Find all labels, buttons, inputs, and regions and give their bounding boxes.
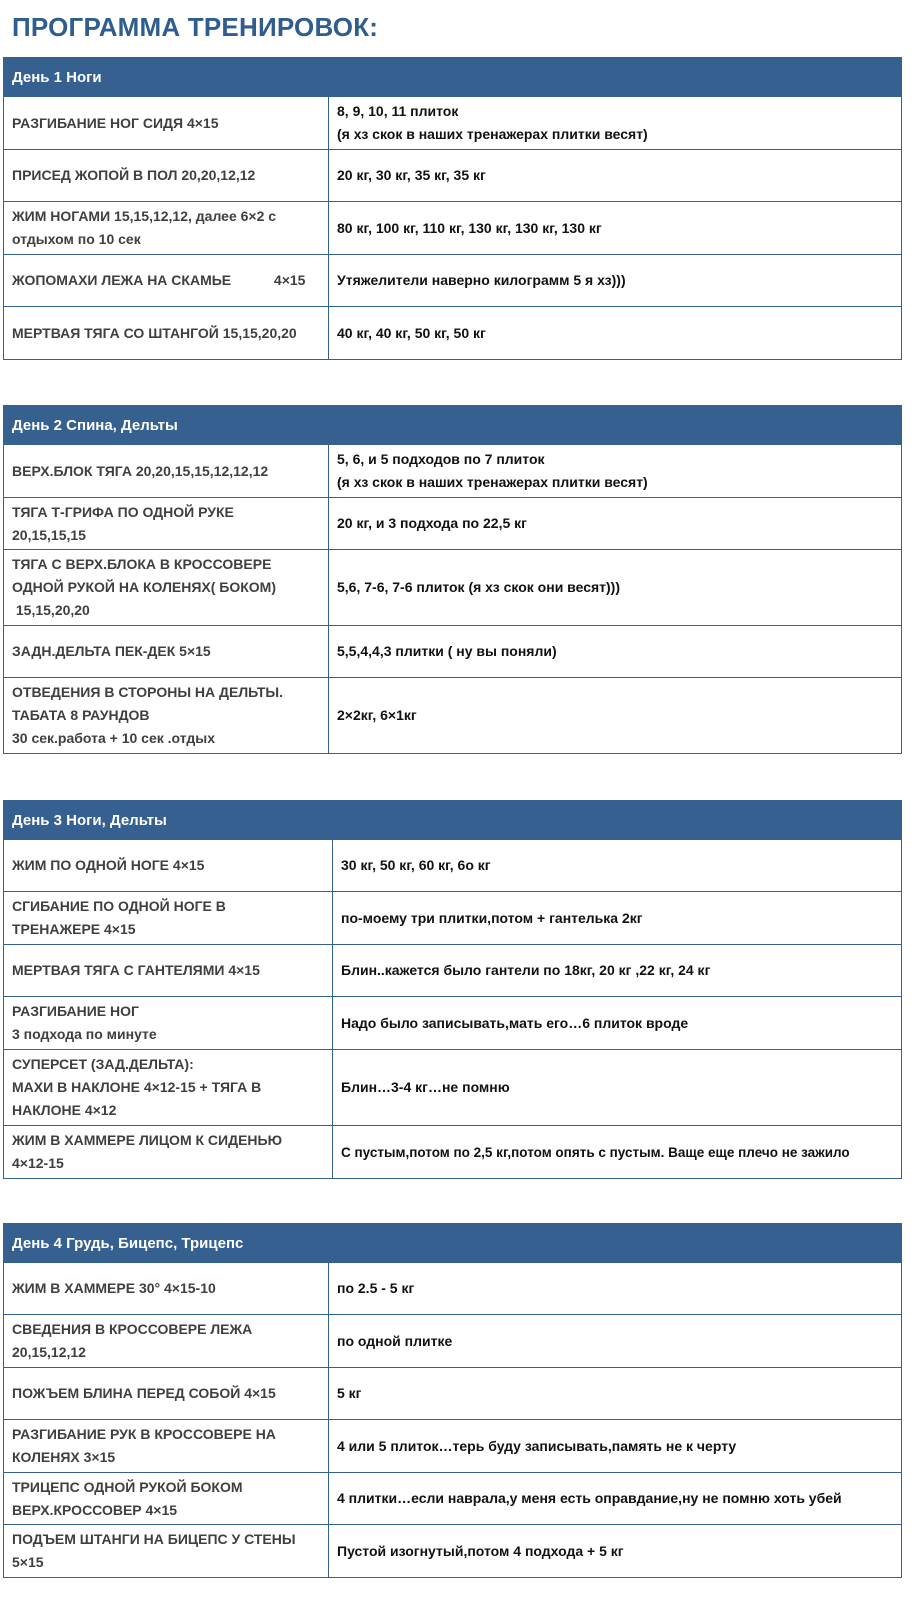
weights-line: Блин..кажется было гантели по 18кг, 20 кг ,22 кг, 24 кг xyxy=(341,962,711,978)
exercise-cell xyxy=(4,997,333,1050)
weights-line: 40 кг, 40 кг, 50 кг, 50 кг xyxy=(337,324,486,341)
exercise-line: 3 подхода по минуте xyxy=(12,1026,157,1042)
table-row xyxy=(4,1473,902,1525)
exercise-line: ПРИСЕД ЖОПОЙ В ПОЛ 20,20,12,12 xyxy=(12,167,256,183)
weights-line: 20 кг, 30 кг, 35 кг, 35 кг xyxy=(337,167,486,183)
weights-cell xyxy=(333,1050,902,1126)
table-row xyxy=(4,1525,902,1578)
weights-cell xyxy=(329,97,902,150)
weights-cell xyxy=(333,892,902,945)
table-row xyxy=(4,1315,902,1368)
exercise-line: ТЯГА Т-ГРИФА ПО ОДНОЙ РУКЕ xyxy=(12,503,234,520)
exercise-cell xyxy=(4,1126,333,1179)
weights-cell xyxy=(329,498,902,550)
exercise-cell xyxy=(4,678,329,754)
weights-cell xyxy=(333,1126,902,1179)
weights-cell xyxy=(329,1420,902,1473)
weights-line: Надо было записывать,мать его…6 плиток вроде xyxy=(341,1014,689,1031)
exercise-line: 30 сек.работа + 10 сек .отдых xyxy=(12,730,216,746)
exercise-cell xyxy=(4,1420,329,1473)
weights-line: (я хз скок в наших тренажерах плитки весят) xyxy=(337,474,648,490)
exercise-line: ТЯГА С ВЕРХ.БЛОКА В КРОССОВЕРЕ xyxy=(12,556,272,572)
exercise-line: ЖИМ В ХАММЕРЕ ЛИЦОМ К СИДЕНЬЮ xyxy=(12,1132,283,1148)
weights-line: по 2.5 - 5 кг xyxy=(337,1280,415,1296)
exercise-line: СВЕДЕНИЯ В КРОССОВЕРЕ ЛЕЖА xyxy=(12,1321,253,1337)
exercise-line: ТРИЦЕПС ОДНОЙ РУКОЙ БОКОМ xyxy=(12,1478,243,1495)
exercise-line: ПОЖЪЕМ БЛИНА ПЕРЕД СОБОЙ 4×15 xyxy=(12,1385,276,1401)
exercise-cell xyxy=(4,892,333,945)
page-title: ПРОГРАММА ТРЕНИРОВОК: xyxy=(12,12,379,42)
weights-line: 8, 9, 10, 11 плиток xyxy=(337,103,459,119)
exercise-cell xyxy=(4,840,333,892)
weights-line: по-моему три плитки,потом + гантелька 2кг xyxy=(341,909,643,926)
exercise-line: ЖИМ ПО ОДНОЙ НОГЕ 4×15 xyxy=(12,857,205,873)
weights-cell xyxy=(329,307,902,360)
exercise-line: 15,15,20,20 xyxy=(12,602,90,618)
weights-line: Пустой изогнутый,потом 4 подхода + 5 кг xyxy=(337,1542,624,1559)
weights-line: Утяжелители наверно килограмм 5 я хз))) xyxy=(337,272,626,288)
weights-cell xyxy=(329,150,902,202)
exercise-line: ЗАДН.ДЕЛЬТА ПЕК-ДЕК 5×15 xyxy=(12,643,211,659)
exercise-cell xyxy=(4,1525,329,1578)
table-row xyxy=(4,150,902,202)
exercise-cell xyxy=(4,307,329,360)
exercise-line: СУПЕРСЕТ (ЗАД.ДЕЛЬТА): xyxy=(12,1056,194,1072)
weights-cell xyxy=(329,626,902,678)
weights-line: 30 кг, 50 кг, 60 кг, 6о кг xyxy=(341,857,491,873)
exercise-cell xyxy=(4,550,329,626)
weights-line: 4 плитки…если наврала,у меня есть оправдание,ну не помню хоть убей xyxy=(337,1490,842,1506)
exercise-line: РАЗГИБАНИЕ НОГ xyxy=(12,1003,139,1019)
exercise-line: ТАБАТА 8 РАУНДОВ xyxy=(12,707,150,723)
weights-cell xyxy=(329,1525,902,1578)
exercise-line: 4×12-15 xyxy=(12,1155,64,1171)
day-4-header: День 4 Грудь, Бицепс, Трицепс xyxy=(4,1224,902,1263)
table-row xyxy=(4,945,902,997)
day-4-table xyxy=(3,1223,902,1578)
exercise-cell xyxy=(4,498,329,550)
table-row xyxy=(4,498,902,550)
weights-cell xyxy=(333,997,902,1050)
table-row xyxy=(4,1420,902,1473)
exercise-cell xyxy=(4,626,329,678)
weights-cell xyxy=(329,678,902,754)
exercise-line: ОДНОЙ РУКОЙ НА КОЛЕНЯХ( БОКОМ) xyxy=(12,579,277,595)
exercise-line: КОЛЕНЯХ 3×15 xyxy=(12,1449,116,1465)
table-row xyxy=(4,97,902,150)
weights-line: по одной плитке xyxy=(337,1332,453,1349)
table-row xyxy=(4,997,902,1050)
exercise-line: ВЕРХ.БЛОК ТЯГА 20,20,15,15,12,12,12 xyxy=(12,462,269,479)
weights-line: (я хз скок в наших тренажерах плитки весят) xyxy=(337,126,648,142)
exercise-line: 5×15 xyxy=(12,1554,44,1570)
weights-line: 2×2кг, 6×1кг xyxy=(337,707,417,723)
weights-cell xyxy=(333,945,902,997)
weights-cell xyxy=(329,1473,902,1525)
exercise-line: ЖОПОМАХИ ЛЕЖА НА СКАМЬЕ 4×15 xyxy=(12,272,306,288)
weights-line: 80 кг, 100 кг, 110 кг, 130 кг, 130 кг, 130 кг xyxy=(337,219,602,236)
exercise-cell xyxy=(4,97,329,150)
weights-line: 5,6, 7-6, 7-6 плиток (я хз скок они весят))) xyxy=(337,579,621,595)
table-row xyxy=(4,1126,902,1179)
weights-line: 5, 6, и 5 подходов по 7 плиток xyxy=(337,451,545,467)
weights-cell xyxy=(329,255,902,307)
exercise-line: ЖИМ В ХАММЕРЕ 30° 4×15-10 xyxy=(12,1280,216,1296)
weights-cell xyxy=(333,840,902,892)
day-3-header: День 3 Ноги, Дельты xyxy=(4,801,902,840)
table-row xyxy=(4,445,902,498)
exercise-line: ТРЕНАЖЕРЕ 4×15 xyxy=(12,921,136,937)
table-row xyxy=(4,255,902,307)
exercise-line: ЖИМ НОГАМИ 15,15,12,12, далее 6×2 с xyxy=(12,208,277,224)
table-row xyxy=(4,202,902,255)
exercise-cell xyxy=(4,1473,329,1525)
exercise-line: отдыхом по 10 сек xyxy=(12,231,141,247)
exercise-line: МАХИ В НАКЛОНЕ 4×12-15 + ТЯГА В xyxy=(12,1079,262,1095)
exercise-cell xyxy=(4,945,333,997)
table-row xyxy=(4,626,902,678)
weights-cell xyxy=(329,550,902,626)
exercise-cell xyxy=(4,1050,333,1126)
exercise-line: РАЗГИБАНИЕ НОГ СИДЯ 4×15 xyxy=(12,114,219,131)
exercise-line: 20,15,15,15 xyxy=(12,526,86,543)
exercise-cell xyxy=(4,445,329,498)
weights-cell xyxy=(329,1368,902,1420)
exercise-line: 20,15,12,12 xyxy=(12,1344,86,1360)
exercise-line: МЕРТВАЯ ТЯГА СО ШТАНГОЙ 15,15,20,20 xyxy=(12,324,297,341)
table-row xyxy=(4,892,902,945)
table-row xyxy=(4,1050,902,1126)
table-row xyxy=(4,678,902,754)
day-3-table xyxy=(3,800,902,1179)
exercise-line: СГИБАНИЕ ПО ОДНОЙ НОГЕ В xyxy=(12,898,226,914)
exercise-cell xyxy=(4,1263,329,1315)
weights-cell xyxy=(329,445,902,498)
table-row xyxy=(4,307,902,360)
exercise-cell xyxy=(4,150,329,202)
weights-line: 5,5,4,4,3 плитки ( ну вы поняли) xyxy=(337,643,557,659)
day-1-header: День 1 Ноги xyxy=(4,58,902,97)
table-row xyxy=(4,550,902,626)
weights-cell xyxy=(329,1315,902,1368)
exercise-cell xyxy=(4,1368,329,1420)
day-2-header: День 2 Спина, Дельты xyxy=(4,406,902,445)
weights-cell xyxy=(329,202,902,255)
exercise-cell xyxy=(4,1315,329,1368)
exercise-line: РАЗГИБАНИЕ РУК В КРОССОВЕРЕ НА xyxy=(12,1426,276,1442)
table-row xyxy=(4,1263,902,1315)
exercise-cell xyxy=(4,255,329,307)
exercise-line: ОТВЕДЕНИЯ В СТОРОНЫ НА ДЕЛЬТЫ. xyxy=(12,684,283,700)
exercise-line: МЕРТВАЯ ТЯГА С ГАНТЕЛЯМИ 4×15 xyxy=(12,962,260,978)
weights-line: Блин…3-4 кг…не помню xyxy=(341,1079,510,1095)
weights-line: 20 кг, и 3 подхода по 22,5 кг xyxy=(337,515,527,531)
exercise-line: НАКЛОНЕ 4×12 xyxy=(12,1102,117,1118)
weights-line: 5 кг xyxy=(337,1385,362,1401)
day-1-table xyxy=(3,57,902,360)
weights-cell xyxy=(329,1263,902,1315)
weights-line: С пустым,потом по 2,5 кг,потом опять с пустым. Ваще еще плечо не зажило xyxy=(341,1144,850,1160)
exercise-line: ПОДЪЕМ ШТАНГИ НА БИЦЕПС У СТЕНЫ xyxy=(12,1531,296,1547)
weights-line: 4 или 5 плиток…терь буду записывать,память не к черту xyxy=(337,1437,737,1454)
exercise-line: ВЕРХ.КРОССОВЕР 4×15 xyxy=(12,1501,178,1518)
table-row xyxy=(4,840,902,892)
day-2-table xyxy=(3,405,902,754)
exercise-cell xyxy=(4,202,329,255)
table-row xyxy=(4,1368,902,1420)
